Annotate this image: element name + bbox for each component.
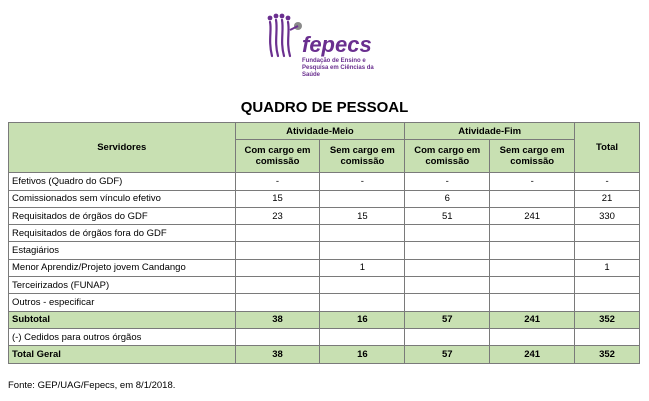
cell <box>320 294 405 311</box>
cedidos-row <box>9 328 640 345</box>
cell <box>405 277 490 294</box>
cell: 241 <box>490 311 575 328</box>
cell <box>235 328 320 345</box>
col-servidores: Servidores <box>9 123 236 173</box>
logo-name: fepecs <box>302 32 372 57</box>
cell <box>320 190 405 207</box>
col-fim-com-cargo: Com cargo em comissão <box>405 140 490 173</box>
cell <box>320 242 405 259</box>
logo-subtitle: Fundação de Ensino e Pesquisa em Ciências da Saúde <box>302 58 374 78</box>
cell: 51 <box>405 207 490 224</box>
cell: 16 <box>320 311 405 328</box>
cell <box>490 294 575 311</box>
table-row <box>9 190 640 207</box>
cell <box>575 328 640 345</box>
subtotal-row <box>9 311 640 328</box>
col-meio-com-cargo: Com cargo em comissão <box>235 140 320 173</box>
row-label: Terceirizados (FUNAP) <box>9 277 236 294</box>
cell: 1 <box>575 259 640 276</box>
row-label: (-) Cedidos para outros órgãos <box>9 328 236 345</box>
cell <box>490 277 575 294</box>
cell: - <box>405 173 490 190</box>
cell <box>575 242 640 259</box>
cell <box>235 294 320 311</box>
cell: - <box>235 173 320 190</box>
cell <box>575 294 640 311</box>
row-label: Efetivos (Quadro do GDF) <box>9 173 236 190</box>
col-total: Total <box>575 123 640 173</box>
table-row <box>9 225 640 242</box>
cell <box>320 277 405 294</box>
row-label: Estagiários <box>9 242 236 259</box>
cell: 6 <box>405 190 490 207</box>
cell: 241 <box>490 346 575 363</box>
cell: - <box>575 173 640 190</box>
cell <box>320 328 405 345</box>
table-row <box>9 294 640 311</box>
row-label: Requisitados de órgãos do GDF <box>9 207 236 224</box>
page-title: QUADRO DE PESSOAL <box>240 99 409 116</box>
row-label: Total Geral <box>9 346 236 363</box>
cell: - <box>490 173 575 190</box>
col-fim-sem-cargo: Sem cargo em comissão <box>490 140 575 173</box>
fepecs-logo <box>262 10 372 76</box>
cell: 57 <box>405 346 490 363</box>
cell: 15 <box>320 207 405 224</box>
cell: 330 <box>575 207 640 224</box>
table-row <box>9 277 640 294</box>
cell <box>575 225 640 242</box>
cell <box>405 225 490 242</box>
table-row <box>9 173 640 190</box>
cell: 1 <box>320 259 405 276</box>
cell: 16 <box>320 346 405 363</box>
row-label: Outros - especificar <box>9 294 236 311</box>
group-atividade-fim: Atividade-Fim <box>405 123 575 140</box>
cell <box>320 225 405 242</box>
col-meio-sem-cargo: Sem cargo em comissão <box>320 140 405 173</box>
cell: 352 <box>575 346 640 363</box>
cell <box>405 242 490 259</box>
cell <box>490 225 575 242</box>
staff-table <box>8 122 640 364</box>
row-label: Subtotal <box>9 311 236 328</box>
cell <box>235 277 320 294</box>
cell <box>235 225 320 242</box>
group-atividade-meio: Atividade-Meio <box>235 123 405 140</box>
table-row <box>9 207 640 224</box>
cell <box>235 242 320 259</box>
cell <box>235 259 320 276</box>
cell <box>490 259 575 276</box>
row-label: Requisitados de órgãos fora do GDF <box>9 225 236 242</box>
fepecs-figures-icon <box>264 12 304 58</box>
cell: 38 <box>235 311 320 328</box>
cell: 241 <box>490 207 575 224</box>
total-geral-row <box>9 346 640 363</box>
table-row <box>9 259 640 276</box>
cell <box>490 190 575 207</box>
cell: - <box>320 173 405 190</box>
cell: 15 <box>235 190 320 207</box>
cell <box>490 328 575 345</box>
cell <box>405 259 490 276</box>
cell: 38 <box>235 346 320 363</box>
row-label: Menor Aprendiz/Projeto jovem Candango <box>9 259 236 276</box>
source-note: Fonte: GEP/UAG/Fepecs, em 8/1/2018. <box>8 380 176 391</box>
cell <box>575 277 640 294</box>
table-row <box>9 242 640 259</box>
cell <box>405 294 490 311</box>
table-header-row <box>9 123 640 140</box>
cell: 352 <box>575 311 640 328</box>
cell: 21 <box>575 190 640 207</box>
cell: 57 <box>405 311 490 328</box>
cell <box>405 328 490 345</box>
row-label: Comissionados sem vínculo efetivo <box>9 190 236 207</box>
cell: 23 <box>235 207 320 224</box>
cell <box>490 242 575 259</box>
